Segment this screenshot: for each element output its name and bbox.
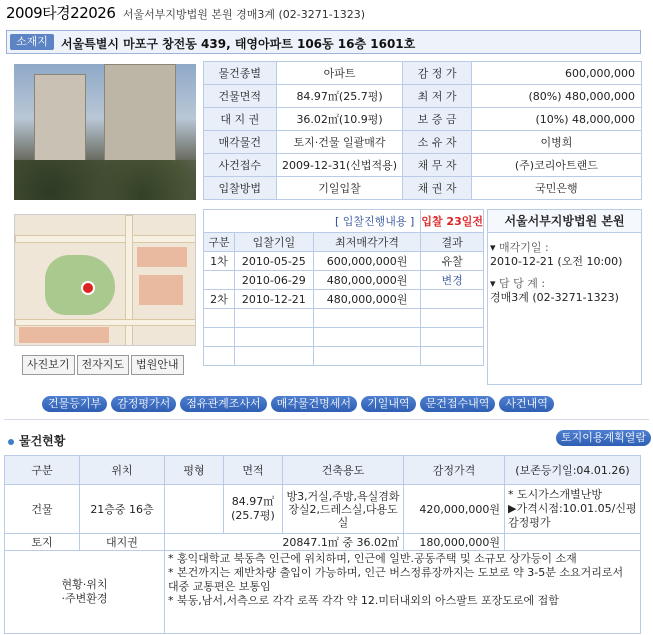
empty-cell [421,309,484,328]
map-view-button[interactable]: 전자지도 [77,355,130,375]
map-marker-icon [81,281,95,295]
result-cell: 변경 [421,271,484,290]
tab-possession[interactable]: 점유관계조사서 [180,396,266,412]
info-label: 물건종별 [204,62,277,85]
tab-appraisal[interactable]: 감정평가서 [111,396,176,412]
table-row [204,108,642,131]
court-title: 서울서부지방법원 본원 [488,210,641,233]
use-cell: 방3,거실,주방,욕실겸화장실2,드레스실,다용도실 [283,485,404,534]
column-header: 감정가격 [404,456,505,485]
price-cell: 480,000,000원 [313,290,421,309]
price-cell: 420,000,000원 [404,485,505,534]
info-label: 최 저 가 [403,85,471,108]
table-row [204,131,642,154]
empty-cell [421,347,484,366]
info-value: 600,000,000 [471,62,641,85]
info-label: 감 정 가 [403,62,471,85]
photo-view-button[interactable]: 사진보기 [22,355,75,375]
case-header [6,2,365,22]
info-value: 아파트 [276,62,403,85]
surroundings-label: 현황·위치 ·주변환경 [5,551,165,634]
date-cell: 2010-06-29 [234,271,313,290]
tab-sale-spec[interactable]: 매각물건명세서 [271,396,357,412]
empty-cell [204,309,235,328]
location-map[interactable] [14,214,196,346]
location-cell: 21층중 16층 [80,485,165,534]
location-cell: 대지권 [80,534,165,551]
sale-date-block [488,239,641,269]
sale-date-value: 2010-12-21 (오전 10:00) [490,255,623,268]
dept-label: 담 당 계 : [499,277,546,290]
price-cell: 600,000,000원 [313,252,421,271]
divider [4,419,649,420]
info-value: 국민은행 [471,177,641,200]
tab-building-registry[interactable]: 건물등기부 [42,396,107,412]
court-guide-button[interactable]: 법원안내 [131,355,184,375]
table-row [204,252,484,271]
info-label: 보 증 금 [403,108,471,131]
address-tag: 소재지 [10,34,54,50]
section-title-text: 물건현황 [19,434,66,448]
dept-block [488,275,641,305]
info-value: (10%) 48,000,000 [471,108,641,131]
column-header: 건축용도 [283,456,404,485]
dept-value: 경매3계 (02-3271-1323) [490,291,619,304]
empty-cell [204,328,235,347]
table-row [204,309,484,328]
table-row [204,271,484,290]
sale-date-label: 매각기일 : [499,241,549,254]
table-row [204,210,484,233]
land-use-plan-button[interactable]: 토지이용계획열람 [556,430,651,446]
note-cell: * 도시가스개별난방 ▶가격시점:10.01.05/신평감정평가 [505,485,641,534]
info-value: 36.02㎡(10.9평) [276,108,403,131]
date-cell: 2010-05-25 [234,252,313,271]
map-park [45,255,115,315]
bullet-icon: ▾ [490,277,496,290]
size-cell [165,485,224,534]
empty-cell [234,309,313,328]
column-header: 위치 [80,456,165,485]
tab-schedule[interactable]: 기일내역 [361,396,416,412]
column-header: (보존등기일:04.01.26) [505,456,641,485]
empty-cell [313,328,421,347]
schedule-title: [ 입찰진행내용 ] [204,210,421,233]
result-cell: 유찰 [421,252,484,271]
column-header: 최저매각가격 [313,233,421,252]
info-label: 매각물건 [204,131,277,154]
empty-cell [234,347,313,366]
tab-case[interactable]: 사건내역 [499,396,554,412]
section-title [8,432,65,449]
info-label: 입찰방법 [204,177,277,200]
trees-shape [14,160,196,200]
table-row [5,456,641,485]
table-row [204,328,484,347]
info-value: 2009-12-31(신법적용) [276,154,403,177]
empty-cell [313,347,421,366]
empty-cell [204,347,235,366]
info-label: 사건접수 [204,154,277,177]
table-row [204,290,484,309]
map-road [15,235,196,243]
info-label: 소 유 자 [403,131,471,154]
info-label: 대 지 권 [204,108,277,131]
map-road [15,319,196,326]
case-number: 2009타경22026 [6,4,116,22]
table-row [204,177,642,200]
info-value: (주)코리아트랜드 [471,154,641,177]
info-label: 건물면적 [204,85,277,108]
info-label: 채 권 자 [403,177,471,200]
empty-cell [313,309,421,328]
building-status-table [4,455,641,634]
table-row [204,154,642,177]
column-header: 입찰기일 [234,233,313,252]
table-row [204,85,642,108]
info-value: 기일입찰 [276,177,403,200]
days-left: 입찰 23일전 [421,210,484,233]
kind-cell: 토지 [5,534,80,551]
court-info-panel [487,209,642,385]
table-row [5,551,641,634]
empty-cell [505,534,641,551]
price-cell: 480,000,000원 [313,271,421,290]
bid-schedule-table [203,209,484,366]
photo-buttons [22,355,184,375]
address-text: 서울특별시 마포구 창전동 439, 태영아파트 106동 16층 1601호 [61,37,416,51]
round-cell: 1차 [204,252,235,271]
column-header: 구분 [5,456,80,485]
price-cell: 180,000,000원 [404,534,505,551]
column-header: 면적 [224,456,283,485]
column-header: 결과 [421,233,484,252]
column-header: 평형 [165,456,224,485]
info-value: (80%) 480,000,000 [471,85,641,108]
bullet-icon: ▾ [490,241,496,254]
map-block [19,327,109,343]
info-value: 토지·건물 일괄매각 [276,131,403,154]
court-contact: 서울서부지방법원 본원 경매3계 (02-3271-1323) [122,8,366,21]
empty-cell [234,328,313,347]
date-cell: 2010-12-21 [234,290,313,309]
column-header: 구분 [204,233,235,252]
result-cell [421,290,484,309]
bullet-icon [8,439,14,445]
area-cell: 20847.1㎡ 중 36.02㎡ [165,534,404,551]
empty-cell [421,328,484,347]
table-row [204,347,484,366]
map-road [125,215,133,346]
area-cell: 84.97㎡ (25.7평) [224,485,283,534]
table-row [204,233,484,252]
property-photo[interactable] [14,64,196,200]
kind-cell: 건물 [5,485,80,534]
table-row [204,62,642,85]
surroundings-text: * 홍익대학교 북동측 인근에 위치하며, 인근에 일반.공동주택 및 소규모 상가등이 소재 * 본건까지는 제반차량 출입이 가능하며, 인근 버스정류장까지는 도보로 약 3-5분 소요거리로서 대중 교통편은 보통임 * 북동,남서,서측으로 각각 로폭 각각 약 12.미터내외의 아스팔트 포장도로에 접함 [165,551,641,634]
property-info-table [203,61,642,200]
address-bar [6,30,641,54]
map-block [139,275,183,305]
table-row [5,534,641,551]
info-value: 이병희 [471,131,641,154]
document-tabs [42,396,554,412]
tab-documents[interactable]: 문건접수내역 [420,396,496,412]
table-row [5,485,641,534]
round-cell: 2차 [204,290,235,309]
info-label: 채 무 자 [403,154,471,177]
map-block [137,247,187,267]
info-value: 84.97㎡(25.7평) [276,85,403,108]
round-cell [204,271,235,290]
